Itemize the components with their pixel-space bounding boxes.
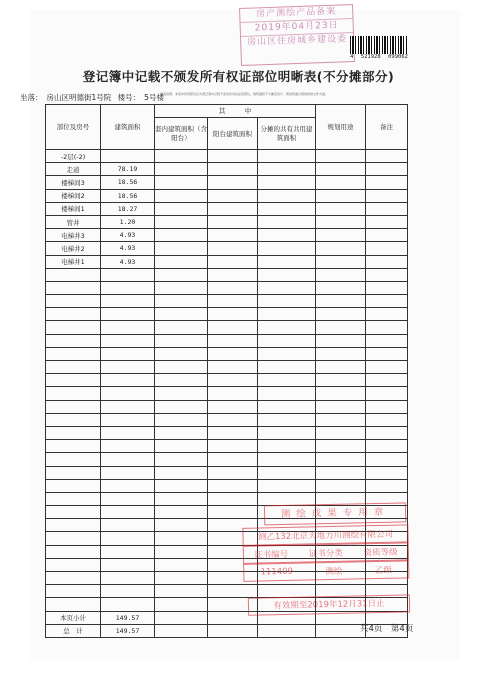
table-cell <box>316 308 366 321</box>
table-cell <box>46 295 101 308</box>
table-cell <box>155 334 208 347</box>
table-row <box>46 374 408 387</box>
table-cell <box>316 176 366 189</box>
table-cell <box>316 347 366 360</box>
table-row <box>46 215 408 228</box>
seal-cert-no: 111409 <box>260 566 294 578</box>
table-cell <box>258 374 316 387</box>
table-cell <box>101 466 155 479</box>
subtotal-label: 本页小计 <box>46 611 101 624</box>
cell-area: 18.27 <box>101 202 155 215</box>
table-cell <box>155 215 208 228</box>
table-cell <box>46 519 101 532</box>
table-cell <box>46 426 101 439</box>
table-cell <box>208 413 258 426</box>
table-cell <box>101 426 155 439</box>
table-cell <box>258 361 316 374</box>
header-inner: 套内建筑面积（含阳台） <box>155 118 208 150</box>
table-row <box>46 453 408 466</box>
table-cell <box>101 453 155 466</box>
table-cell <box>316 479 366 492</box>
table-cell <box>208 150 258 163</box>
table-cell <box>46 281 101 294</box>
table-cell <box>366 202 408 215</box>
table-cell <box>316 189 366 202</box>
table-cell <box>316 268 366 281</box>
table-cell <box>46 598 101 611</box>
reg-stamp-line3: 房山区住房城乡建设委 <box>247 34 348 48</box>
cell-part: 楼梯间2 <box>46 189 101 202</box>
table-row <box>46 176 408 189</box>
cell-area: 1.20 <box>101 215 155 228</box>
table-cell <box>366 387 408 400</box>
table-cell <box>101 361 155 374</box>
table-cell <box>316 163 366 176</box>
table-cell <box>366 308 408 321</box>
table-cell <box>258 295 316 308</box>
table-row <box>46 321 408 334</box>
table-cell <box>208 176 258 189</box>
table-cell <box>208 281 258 294</box>
table-cell <box>208 295 258 308</box>
cell-part: 管井 <box>46 215 101 228</box>
table-cell <box>46 558 101 571</box>
table-cell <box>366 400 408 413</box>
table-cell <box>155 163 208 176</box>
barcode-bars <box>350 36 408 54</box>
table-cell <box>46 572 101 585</box>
table-cell <box>155 532 208 545</box>
seal-value-row <box>243 560 409 581</box>
table-cell <box>155 506 208 519</box>
header-group: 其 中 <box>155 105 316 118</box>
table-cell <box>101 387 155 400</box>
address-value: 房山区明德街1号院 <box>46 93 112 102</box>
cell-area: 4.93 <box>101 242 155 255</box>
table-cell <box>155 519 208 532</box>
cell-part: -2层(-2) <box>46 150 101 163</box>
header-remark: 备注 <box>366 105 408 150</box>
table-cell <box>101 492 155 505</box>
table-cell <box>208 374 258 387</box>
table-cell <box>101 400 155 413</box>
table-cell <box>101 545 155 558</box>
table-cell <box>208 268 258 281</box>
table-row <box>46 347 408 360</box>
table-cell <box>101 268 155 281</box>
barcode-left: 4 <box>350 54 354 60</box>
table-cell <box>101 585 155 598</box>
table-cell <box>316 413 366 426</box>
table-cell <box>208 440 258 453</box>
table-cell <box>46 268 101 281</box>
table-cell <box>366 479 408 492</box>
table-cell <box>258 255 316 268</box>
table-cell <box>155 321 208 334</box>
table-cell <box>101 295 155 308</box>
table-cell <box>208 492 258 505</box>
cell-area: 4.93 <box>101 255 155 268</box>
table-cell <box>101 558 155 571</box>
cell-part: 楼梯间1 <box>46 202 101 215</box>
cell-part: 电梯井3 <box>46 229 101 242</box>
total-label: 总 计 <box>46 624 101 637</box>
table-cell <box>46 466 101 479</box>
table-cell <box>208 479 258 492</box>
table-cell <box>258 321 316 334</box>
table-cell <box>46 361 101 374</box>
total-value: 149.57 <box>101 624 155 637</box>
table-cell <box>366 413 408 426</box>
table-cell <box>366 281 408 294</box>
table-cell <box>208 189 258 202</box>
table-cell <box>208 361 258 374</box>
table-row <box>46 334 408 347</box>
table-cell <box>258 242 316 255</box>
table-cell <box>155 255 208 268</box>
table-cell <box>208 506 258 519</box>
table-cell <box>101 413 155 426</box>
table-row <box>46 189 408 202</box>
table-cell <box>208 347 258 360</box>
table-cell <box>208 624 258 637</box>
table-cell <box>316 466 366 479</box>
table-cell <box>101 532 155 545</box>
subtotal-value: 149.57 <box>101 611 155 624</box>
table-cell <box>316 321 366 334</box>
table-cell <box>155 295 208 308</box>
table-cell <box>208 334 258 347</box>
table-cell <box>208 163 258 176</box>
surveying-seal <box>254 502 408 613</box>
table-cell <box>101 347 155 360</box>
seal-cert-no-label: 证书编号 <box>254 549 289 561</box>
table-cell <box>46 506 101 519</box>
table-cell <box>46 492 101 505</box>
table-cell <box>101 506 155 519</box>
cell-part: 走道 <box>46 163 101 176</box>
table-cell <box>155 572 208 585</box>
table-cell <box>258 413 316 426</box>
table-cell <box>155 176 208 189</box>
table-cell <box>208 585 258 598</box>
table-cell <box>258 334 316 347</box>
table-cell <box>155 347 208 360</box>
table-cell <box>316 295 366 308</box>
table-cell <box>46 334 101 347</box>
table-cell <box>46 347 101 360</box>
table-cell <box>101 334 155 347</box>
seal-cert-class: 测绘 <box>325 566 343 578</box>
table-row <box>46 440 408 453</box>
header-part: 部位及房号 <box>46 105 101 150</box>
table-row <box>46 229 408 242</box>
fine-print-note: 填表说明：本表中所列部位仅为登记簿中记载不颁发所有权证的部位，建筑面积不分摊至各户；规划用途以规划审批文件为准。 <box>160 92 329 96</box>
table-cell <box>316 387 366 400</box>
table-cell <box>155 374 208 387</box>
table-cell <box>101 374 155 387</box>
table-cell <box>258 189 316 202</box>
address-line <box>20 92 168 103</box>
table-cell <box>316 624 366 637</box>
table-cell <box>366 426 408 439</box>
cell-area <box>101 150 155 163</box>
table-cell <box>258 229 316 242</box>
table-row <box>46 624 408 637</box>
table-cell <box>316 202 366 215</box>
table-cell <box>46 400 101 413</box>
table-cell <box>258 387 316 400</box>
table-cell <box>366 347 408 360</box>
table-row <box>46 268 408 281</box>
table-row <box>46 400 408 413</box>
table-cell <box>46 308 101 321</box>
table-cell <box>101 440 155 453</box>
table-cell <box>155 387 208 400</box>
table-cell <box>316 150 366 163</box>
reg-stamp-line2: 2019年04月23日 <box>241 19 353 37</box>
barcode-right: 099062 <box>388 54 408 60</box>
table-cell <box>155 545 208 558</box>
table-cell <box>258 215 316 228</box>
table-cell <box>258 426 316 439</box>
table-row <box>46 413 408 426</box>
table-cell <box>316 440 366 453</box>
seal-cert-class-label: 证书分类 <box>308 548 344 560</box>
table-cell <box>101 598 155 611</box>
table-cell <box>155 308 208 321</box>
header-shared: 分摊的共有共用建筑面积 <box>258 118 316 150</box>
building-value: 5号楼 <box>144 93 164 102</box>
reg-stamp-line1: 房产测绘产品备案 <box>240 5 352 23</box>
table-row <box>46 387 408 400</box>
table-cell <box>208 426 258 439</box>
header-balcony: 阳台建筑面积 <box>208 118 258 150</box>
table-cell <box>155 242 208 255</box>
table-cell <box>208 229 258 242</box>
cell-area: 78.19 <box>101 163 155 176</box>
table-cell <box>258 440 316 453</box>
table-cell <box>366 361 408 374</box>
table-cell <box>101 572 155 585</box>
table-row <box>46 281 408 294</box>
table-cell <box>366 242 408 255</box>
table-cell <box>316 361 366 374</box>
table-cell <box>258 453 316 466</box>
address-label: 坐落： <box>20 93 43 102</box>
building-label: 楼号： <box>117 93 141 102</box>
table-cell <box>101 519 155 532</box>
header-use: 规划用途 <box>316 105 366 150</box>
table-cell <box>258 202 316 215</box>
table-cell <box>46 545 101 558</box>
table-cell <box>155 598 208 611</box>
table-cell <box>155 400 208 413</box>
table-cell <box>316 400 366 413</box>
registration-stamp <box>239 4 355 66</box>
table-cell <box>316 374 366 387</box>
table-cell <box>155 281 208 294</box>
header-area: 建筑面积 <box>101 105 155 150</box>
table-cell <box>258 479 316 492</box>
table-cell <box>316 255 366 268</box>
seal-company: 测乙132北京天地力川测绘有限公司 <box>257 529 394 543</box>
page-title: 登记簿中记载不颁发所有权证部位明晰表(不分摊部分) <box>82 69 395 84</box>
table-cell <box>155 492 208 505</box>
table-cell <box>208 215 258 228</box>
table-cell <box>155 611 208 624</box>
table-cell <box>366 453 408 466</box>
table-cell <box>101 308 155 321</box>
table-row <box>46 150 408 163</box>
barcode <box>350 36 408 64</box>
table-cell <box>155 361 208 374</box>
table-cell <box>258 150 316 163</box>
table-cell <box>46 321 101 334</box>
cell-area: 4.93 <box>101 229 155 242</box>
table-cell <box>366 374 408 387</box>
table-cell <box>316 334 366 347</box>
cell-area: 18.56 <box>101 189 155 202</box>
table-cell <box>155 479 208 492</box>
table-row <box>46 295 408 308</box>
table-row <box>46 361 408 374</box>
table-cell <box>155 440 208 453</box>
table-cell <box>208 453 258 466</box>
seal-grade: 乙级 <box>374 565 393 577</box>
table-cell <box>155 229 208 242</box>
page-number: 共4页 第4页 <box>360 624 414 634</box>
table-cell <box>316 281 366 294</box>
table-cell <box>46 453 101 466</box>
table-cell <box>258 163 316 176</box>
table-cell <box>366 229 408 242</box>
table-row <box>46 255 408 268</box>
table-cell <box>155 453 208 466</box>
table-cell <box>258 624 316 637</box>
cell-area: 18.56 <box>101 176 155 189</box>
table-cell <box>155 426 208 439</box>
table-cell <box>155 558 208 571</box>
table-cell <box>366 176 408 189</box>
table-cell <box>46 413 101 426</box>
table-cell <box>208 308 258 321</box>
table-row <box>46 479 408 492</box>
cell-part: 电梯井1 <box>46 255 101 268</box>
table-cell <box>208 202 258 215</box>
table-cell <box>258 347 316 360</box>
table-cell <box>208 321 258 334</box>
table-cell <box>316 453 366 466</box>
table-cell <box>155 150 208 163</box>
table-cell <box>258 308 316 321</box>
table-cell <box>258 400 316 413</box>
seal-title: 测绘成果专用章 <box>264 502 406 525</box>
seal-valid-until: 有效期至2019年12月31日止 <box>248 594 410 615</box>
table-cell <box>316 426 366 439</box>
table-cell <box>366 321 408 334</box>
table-row <box>46 426 408 439</box>
table-cell <box>366 163 408 176</box>
table-cell <box>46 387 101 400</box>
table-cell <box>366 440 408 453</box>
table-cell <box>155 624 208 637</box>
table-cell <box>366 189 408 202</box>
table-cell <box>155 189 208 202</box>
table-row <box>46 163 408 176</box>
table-cell <box>366 150 408 163</box>
table-cell <box>208 400 258 413</box>
table-cell <box>155 466 208 479</box>
table-cell <box>208 255 258 268</box>
cell-part: 楼梯间3 <box>46 176 101 189</box>
table-cell <box>46 532 101 545</box>
table-cell <box>366 215 408 228</box>
table-cell <box>258 268 316 281</box>
table-cell <box>258 176 316 189</box>
table-cell <box>46 585 101 598</box>
table-cell <box>101 321 155 334</box>
table-cell <box>101 281 155 294</box>
table-cell <box>208 242 258 255</box>
table-cell <box>155 585 208 598</box>
table-row <box>46 242 408 255</box>
table-row <box>46 202 408 215</box>
table-cell <box>366 268 408 281</box>
barcode-mid: 521928 <box>360 54 381 60</box>
table-cell <box>101 479 155 492</box>
table-cell <box>366 295 408 308</box>
table-cell <box>366 466 408 479</box>
table-row <box>46 308 408 321</box>
table-cell <box>155 268 208 281</box>
table-cell <box>208 387 258 400</box>
table-cell <box>46 440 101 453</box>
table-cell <box>316 242 366 255</box>
seal-grade-label: 资质等级 <box>363 547 398 559</box>
table-cell <box>316 229 366 242</box>
table-cell <box>46 479 101 492</box>
table-cell <box>258 466 316 479</box>
table-cell <box>316 215 366 228</box>
table-cell <box>366 255 408 268</box>
table-cell <box>208 466 258 479</box>
table-cell <box>46 374 101 387</box>
table-cell <box>366 334 408 347</box>
table-cell <box>258 281 316 294</box>
table-row <box>46 466 408 479</box>
cell-part: 电梯井2 <box>46 242 101 255</box>
table-cell <box>155 413 208 426</box>
table-cell <box>155 202 208 215</box>
